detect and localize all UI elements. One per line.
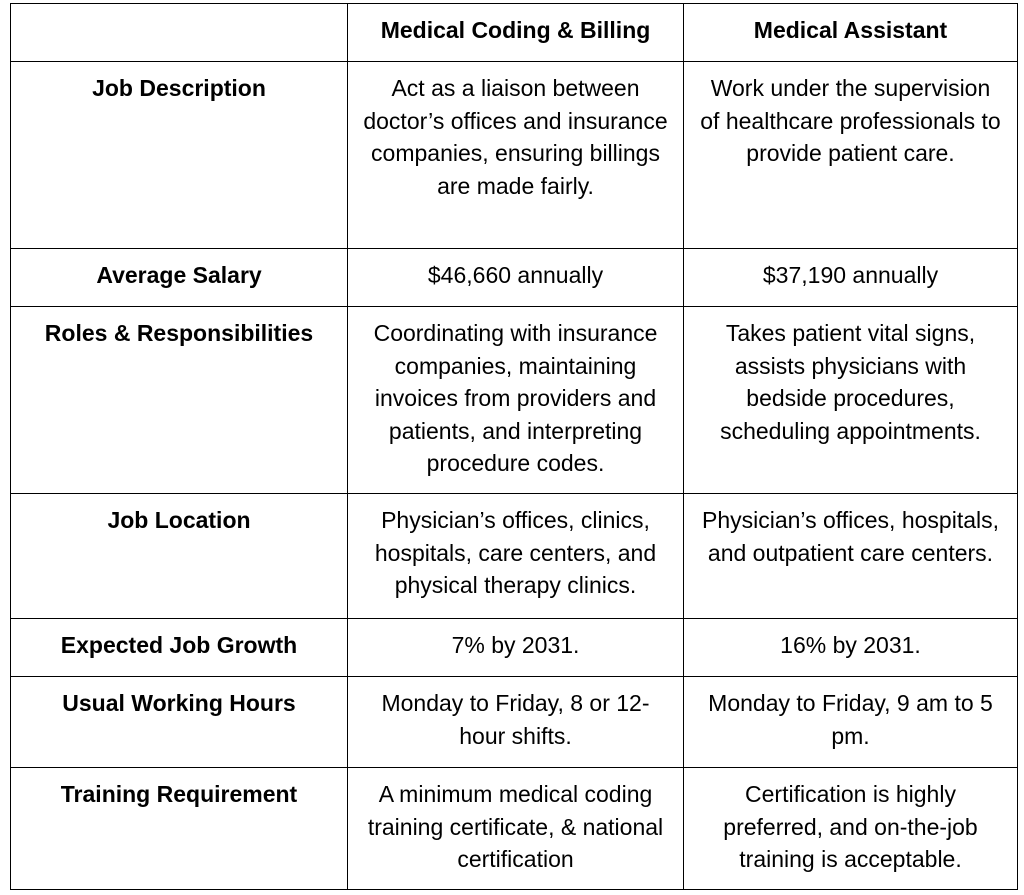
table-row — [11, 619, 1018, 677]
column-header-medical-coding-billing: Medical Coding & Billing — [348, 4, 684, 62]
table-row — [11, 677, 1018, 768]
header-row — [11, 4, 1018, 62]
row-label-expected-job-growth: Expected Job Growth — [11, 619, 348, 677]
table-row — [11, 62, 1018, 249]
cell-assistant-expected-job-growth: 16% by 2031. — [684, 619, 1018, 677]
row-label-roles-responsibilities: Roles & Responsibilities — [11, 307, 348, 494]
table-row — [11, 494, 1018, 619]
row-label-job-description: Job Description — [11, 62, 348, 249]
cell-coding-average-salary: $46,660 annually — [348, 249, 684, 307]
cell-assistant-job-description: Work under the supervision of healthcare professionals to provide patient care. — [684, 62, 1018, 249]
cell-coding-usual-working-hours: Monday to Friday, 8 or 12-hour shifts. — [348, 677, 684, 768]
comparison-table — [10, 3, 1018, 890]
cell-coding-expected-job-growth: 7% by 2031. — [348, 619, 684, 677]
cell-coding-job-location: Physician’s offices, clinics, hospitals, care centers, and physical therapy clinics. — [348, 494, 684, 619]
table-row — [11, 307, 1018, 494]
cell-assistant-job-location: Physician’s offices, hospitals, and outpatient care centers. — [684, 494, 1018, 619]
row-label-job-location: Job Location — [11, 494, 348, 619]
table-row — [11, 249, 1018, 307]
cell-coding-job-description: Act as a liaison between doctor’s offices and insurance companies, ensuring billings are made fairly. — [348, 62, 684, 249]
row-label-training-requirement: Training Requirement — [11, 768, 348, 890]
cell-assistant-roles-responsibilities: Takes patient vital signs, assists physicians with bedside procedures, scheduling appointments. — [684, 307, 1018, 494]
column-header-medical-assistant: Medical Assistant — [684, 4, 1018, 62]
cell-assistant-usual-working-hours: Monday to Friday, 9 am to 5 pm. — [684, 677, 1018, 768]
row-label-usual-working-hours: Usual Working Hours — [11, 677, 348, 768]
table-row — [11, 768, 1018, 890]
row-label-average-salary: Average Salary — [11, 249, 348, 307]
corner-cell — [11, 4, 348, 62]
cell-assistant-average-salary: $37,190 annually — [684, 249, 1018, 307]
cell-coding-roles-responsibilities: Coordinating with insurance companies, maintaining invoices from providers and patients, and interpreting procedure codes. — [348, 307, 684, 494]
cell-coding-training-requirement: A minimum medical coding training certificate, & national certification — [348, 768, 684, 890]
cell-assistant-training-requirement: Certification is highly preferred, and on-the-job training is acceptable. — [684, 768, 1018, 890]
